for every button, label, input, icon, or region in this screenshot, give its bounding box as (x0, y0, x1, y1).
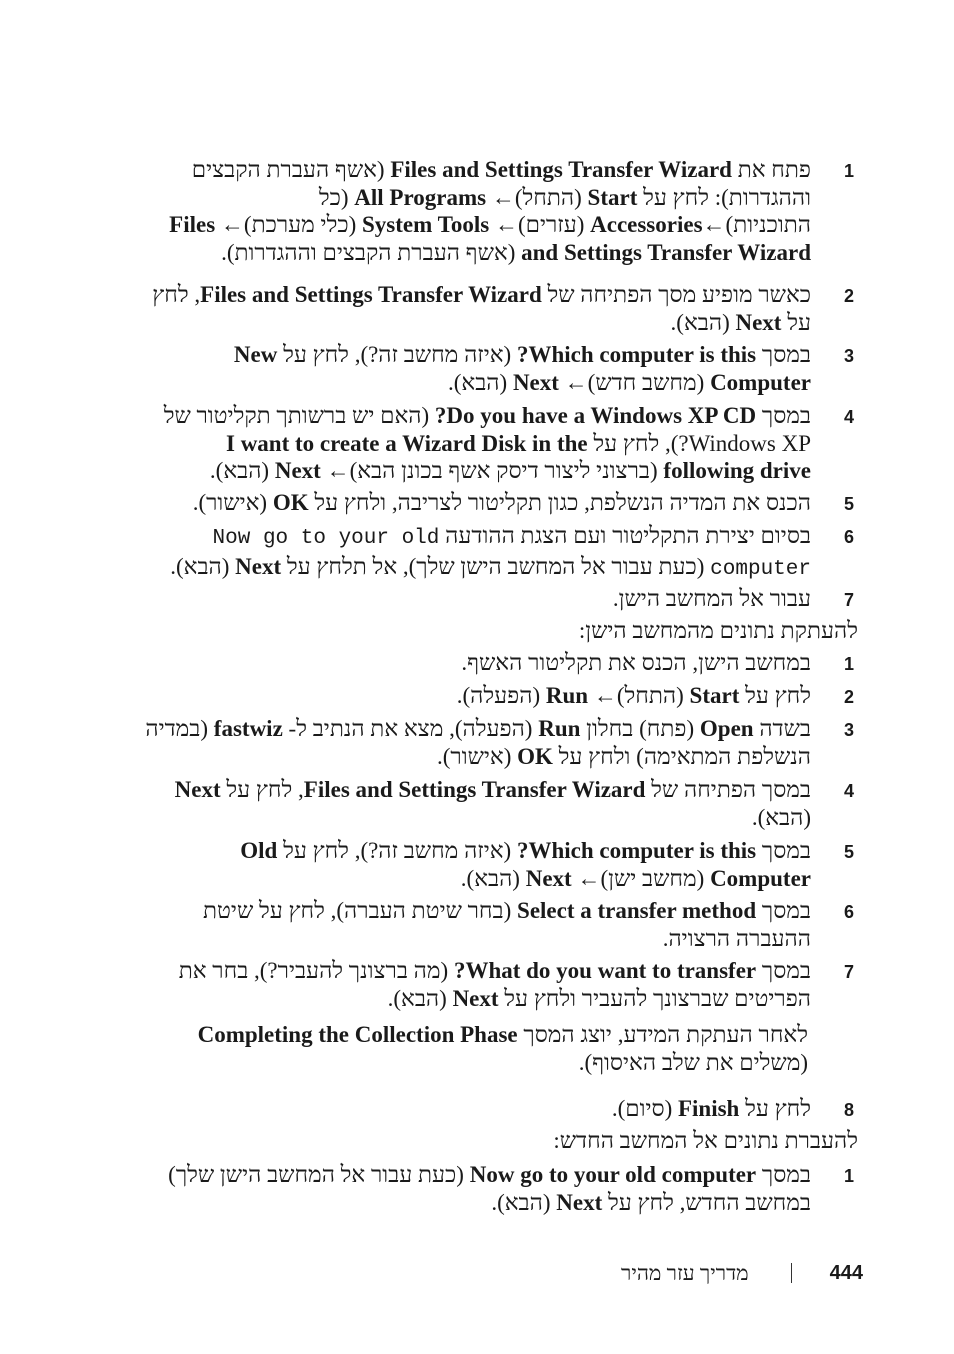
step-2-4: 4 במסך הפתיחה של Files and Settings Transfer Wizard, לחץ על Next (הבא). (140, 776, 863, 831)
step-1-5: 5 הכנס את המדיה הנשלפת, כגון תקליטור לצריבה, ולחץ על OK (אישור). (150, 489, 863, 519)
step-1-1: 1 פתח את Files and Settings Transfer Wizard (אשף העברת הקבצים וההגדרות): לחץ על Start (התחל)← All Programs (כל התוכניות)←Accessories (עזרים)← System Tools (כלי מערכת)← Files and Settings Transfer Wizard (אשף העברת הקבצים וההגדרות). (140, 156, 863, 266)
step-2-5: 5 במסך Which computer is this? (איזה מחשב זה?), לחץ על Old Computer (מחשב ישן)← Next (הבא). (205, 837, 863, 892)
step-3-1: 1 במסך Now go to your old computer (כעת עבור אל המחשב הישן שלך) במחשב החדש, לחץ על Next (הבא). (140, 1161, 863, 1216)
step-number: 1 (843, 161, 854, 181)
page-footer (580, 1258, 863, 1288)
step-1-3: 3 במסך Which computer is this? (איזה מחשב זה?), לחץ על New Computer (מחשב חדש)← Next (הבא). (200, 341, 863, 396)
step-number: 8 (843, 1100, 854, 1120)
step-number: 2 (843, 687, 854, 707)
heading-copy-from-old: להעתקת נתונים מהמחשב הישן: (578, 618, 858, 643)
step-2-6: 6 במסך Select a transfer method (בחר שיטת העברה), לחץ על שיטת ההעברה הרצויה. (180, 897, 863, 952)
step-number: 3 (843, 720, 854, 740)
step-1-2: 2 כאשר מופיע מסך הפתיחה של Files and Settings Transfer Wizard, לחץ על Next (הבא). (130, 281, 863, 336)
step-number: 4 (843, 781, 854, 801)
step-number: 1 (843, 1166, 854, 1186)
page-number: 444 (829, 1261, 863, 1284)
step-number: 7 (843, 962, 854, 982)
step-number: 4 (843, 407, 854, 427)
step-2-2: 2 לחץ על Start (התחל)← Run (הפעלה). (200, 682, 863, 712)
step-number: 5 (843, 842, 854, 862)
collection-phase-note: לאחר העתקת המידע, יוצג המסך Completing the Collection Phase (משלים את שלב האיסוף). (197, 1022, 808, 1075)
step-1-6: 6 בסיום יצירת התקליטור ועם הצגת ההודעה Now go to your old computer (כעת עבור אל המחשב הישן שלך), אל תלחץ על Next (הבא). (150, 522, 863, 583)
footer-title: מדריך עזר מהיר (621, 1260, 749, 1285)
step-number: 2 (843, 286, 854, 306)
heading-transfer-to-new: להעברת נתונים אל המחשב החדש: (553, 1128, 858, 1153)
wizard-message: Now go to your old computer (212, 527, 811, 581)
step-number: 6 (843, 527, 854, 547)
step-2-7: 7 במסך What do you want to transfer? (מה ברצונך להעביר?), בחר את הפריטים שברצונך להעביר ולחץ על Next (הבא). (145, 957, 863, 1012)
step-number: 6 (843, 902, 854, 922)
step-1-4: 4 במסך Do you have a Windows XP CD? (האם יש ברשותך תקליטור של Windows XP?), לחץ על I want to create a Wizard Disk in the following drive (ברצוני ליצור דיסק אשף בכונן הבא)← Next (הבא). (145, 402, 863, 485)
step-2-1: 1 במחשב הישן, הכנס את תקליטור האשף. (200, 649, 863, 679)
step-1-7: 7 עבור אל המחשב הישן. (200, 585, 863, 615)
step-2-3: 3 בשדה Open (פתח) בחלון Run (הפעלה), מצא את הנתיב ל- fastwiz (במדיה הנשלפת המתאימה) ולחץ על OK (אישור). (130, 715, 863, 770)
footer-divider (791, 1263, 792, 1283)
step-2-8: 8 לחץ על Finish (סיום). (200, 1095, 863, 1125)
step-number: 3 (843, 346, 854, 366)
step-number: 1 (843, 654, 854, 674)
step-number: 5 (843, 494, 854, 514)
step-number: 7 (843, 590, 854, 610)
